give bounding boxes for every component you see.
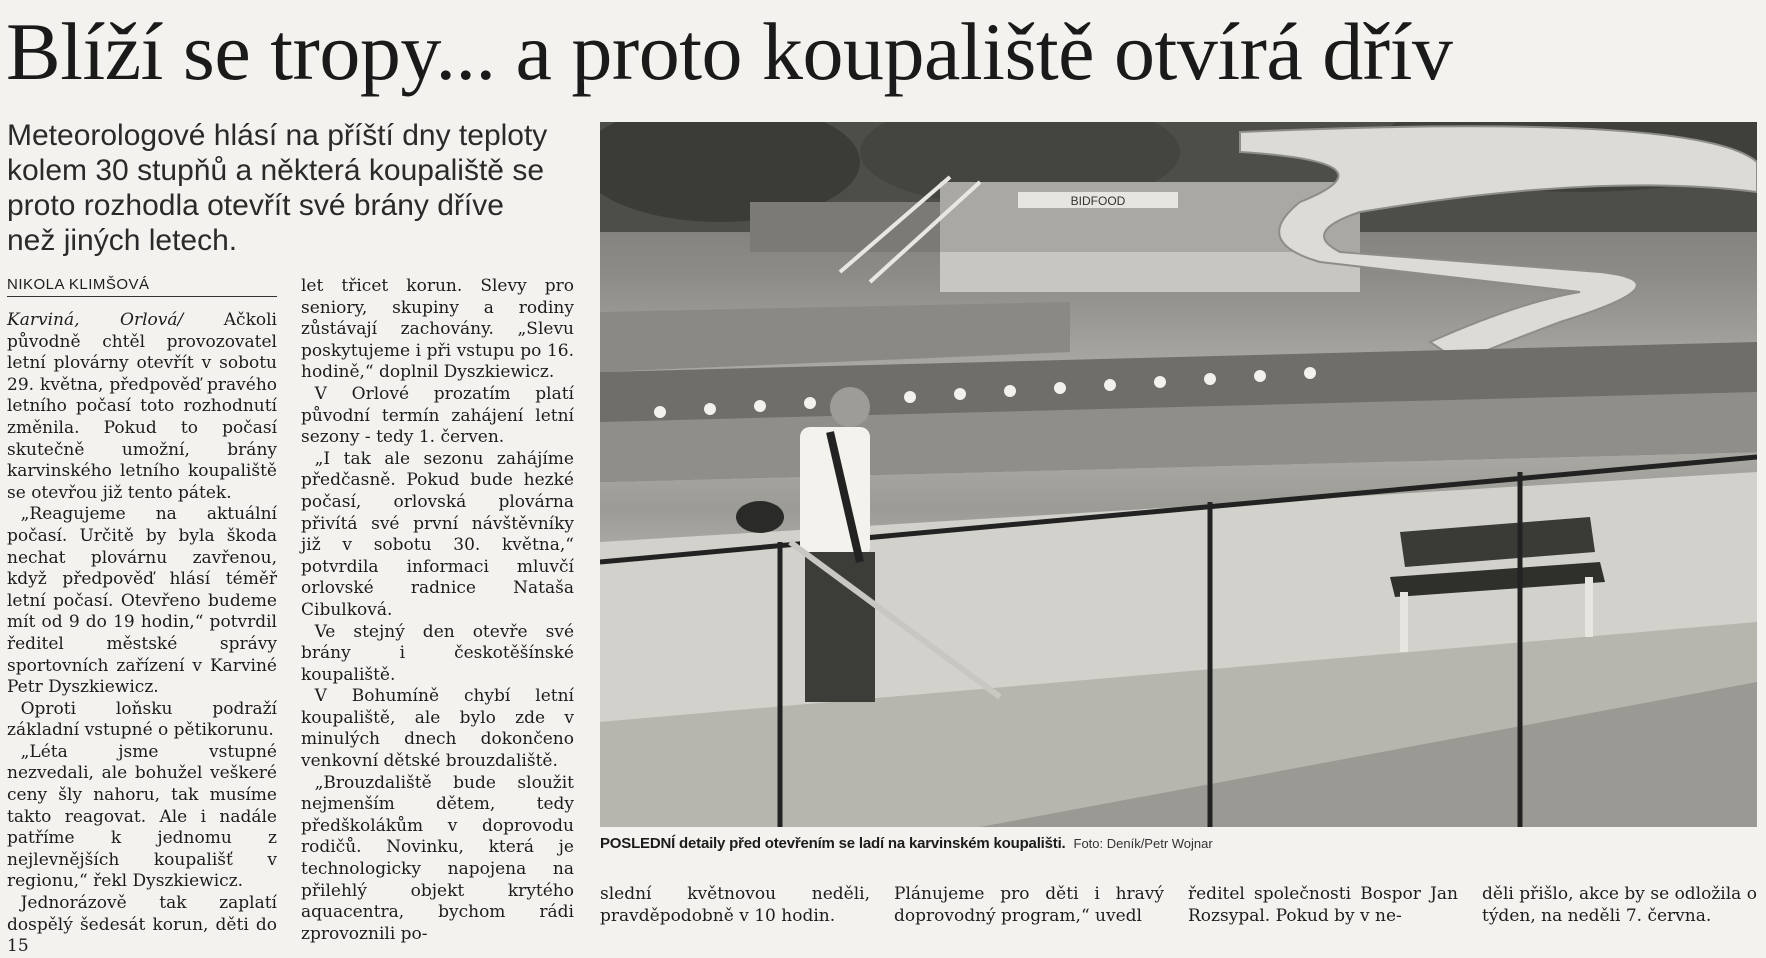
paragraph: „Reagujeme na aktuální počasí. Určitě by byla škoda nechat plovárnu zavřenou, když předpověď hlásí téměř letní počasí. Otevřeno budeme mít od 9 do 19 hodin,“ potvrdil ředitel městské správy sportovních zařízení v Karviné Petr Dyszkiewicz. (7, 504, 277, 698)
paragraph: ředitel společnosti Bospor Jan Rozsypal. Pokud by v ne- (1188, 884, 1458, 926)
article-column-2 (301, 276, 574, 945)
terrace-wall (940, 252, 1360, 292)
paragraph: „I tak ale sezonu zahájíme předčasně. Pokud bude hezké počasí, orlovská plovárna přivítá své první návštěvníky již v sobotu 30. května,“ potvrdila informaci mluvčí orlovské radnice Nataša Cibulková. (301, 448, 574, 620)
paragraph: let třicet korun. Slevy pro seniory, skupiny a rodiny zůstávají zachovány. „Slevu poskytujeme i při vstupu po 16. hodině,“ doplnil Dyszkiewicz. (301, 276, 574, 383)
paragraph: „Léta jsme vstupné nezvedali, ale bohužel veškeré ceny šly nahoru, tak musíme takto reagovat. Ale i nadále patříme k jednomu z nejlevnějších koupališť v regionu,“ řekl Dyszkiewicz. (7, 741, 277, 892)
lead-line: kolem 30 stupňů a některá koupaliště se (7, 154, 544, 187)
paragraph: děli přišlo, akce by se odložila o týden, na neděli 7. června. (1482, 884, 1757, 926)
paragraph (7, 310, 277, 504)
news-photo (600, 122, 1757, 827)
lead-paragraph (7, 118, 548, 258)
caption-text: POSLEDNÍ detaily před otevřením se ladí na karvinském koupališti. (600, 835, 1066, 852)
pool-deck (600, 302, 1070, 372)
paragraph: Oproti loňsku podraží základní vstupné o pětikorunu. (7, 698, 277, 741)
paragraph-text: Ačkoli původně chtěl provozovatel letní plovárny otevřít v sobotu 29. května, předpověď pravého letního počasí toto rozhodnutí změnila. Pokud to počasí skutečně umožní, brány karvinského letního koupaliště se otevřou již tento pátek. (7, 310, 277, 503)
paragraph: „Brouzdaliště bude sloužit nejmenším dětem, tedy předškolákům v doprovodu rodičů. Novinku, která je technologicky napojena na přilehlý objekt krytého aquacentra, bychom rádi zprovoznili po- (301, 772, 574, 944)
lead-line: proto rozhodla otevřít své brány dříve (7, 189, 504, 222)
photo-credit: Foto: Deník/Petr Wojnar (1073, 836, 1213, 851)
article-column-5 (1188, 884, 1458, 927)
dateline: Karviná, Orlová/ (7, 310, 184, 330)
paragraph: Plánujeme pro děti i hravý doprovodný program,“ uvedl (894, 884, 1164, 926)
byline: NIKOLA KLIMŠOVÁ (7, 276, 277, 297)
article-column-1 (7, 310, 277, 958)
paragraph: Ve stejný den otevře své brány i českotěšínské koupaliště. (301, 621, 574, 685)
article-column-3 (600, 884, 870, 927)
paragraph: V Bohumíně chybí letní koupaliště, ale bylo zde v minulých dnech dokončeno venkovní dětské brouzdaliště. (301, 686, 574, 772)
paragraph: Jednorázově tak zaplatí dospělý šedesát korun, děti do 15 (7, 893, 277, 957)
paragraph: V Orlové prozatím platí původní termín zahájení letní sezony - tedy 1. červen. (301, 383, 574, 448)
sign-text: BIDFOOD (1070, 194, 1126, 208)
paragraph: slední květnovou neděli, pravděpodobně v 10 hodin. (600, 884, 870, 926)
photo-caption (600, 835, 1757, 852)
pool-photo-illustration (600, 122, 1757, 827)
article-column-4 (894, 884, 1164, 927)
water-slide (1240, 126, 1757, 362)
lead-line: než jiných letech. (7, 224, 238, 257)
lead-line: Meteorologové hlásí na příští dny teploty (7, 119, 548, 152)
headline: Blíží se tropy... a proto koupaliště otvírá dřív (6, 6, 1453, 97)
article-column-6 (1482, 884, 1757, 927)
